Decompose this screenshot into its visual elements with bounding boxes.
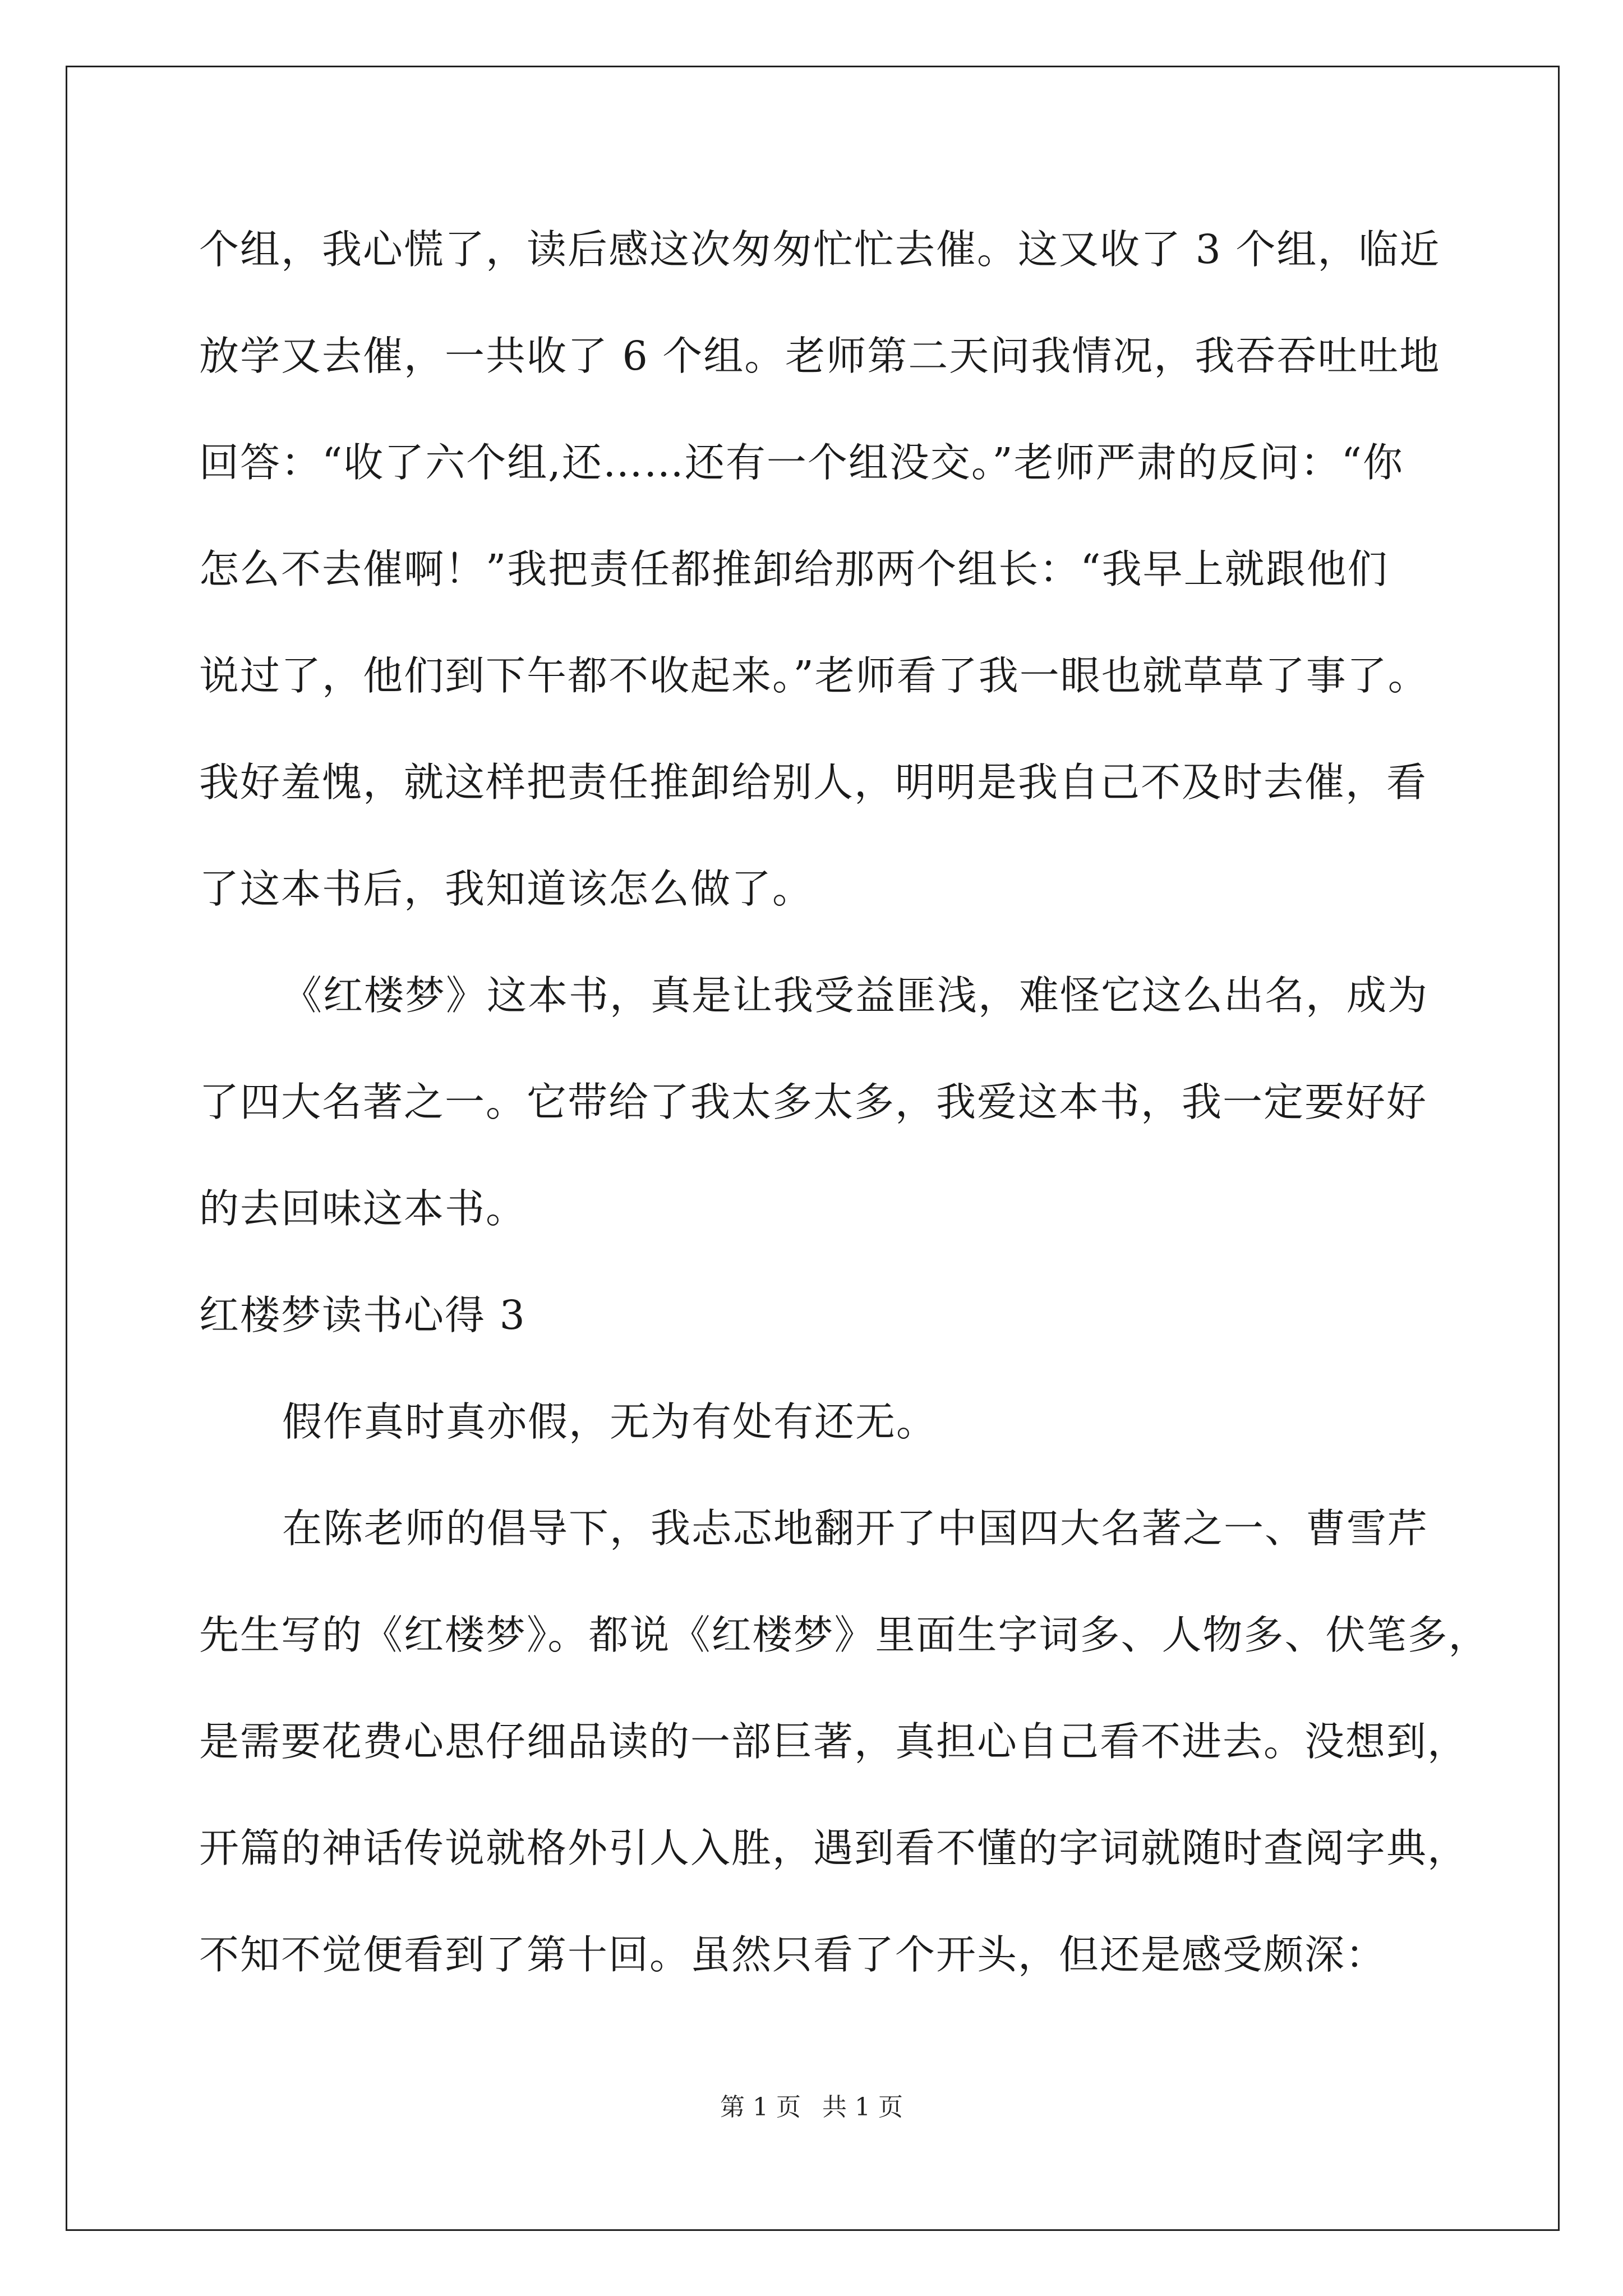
text-line: 说过了，他们到下午都不收起来。”老师看了我一眼也就草草了事了。 [199, 652, 1429, 699]
text-line: 我好羞愧，就这样把责任推卸给别人，明明是我自己不及时去催，看 [199, 759, 1428, 806]
text-line: 在陈老师的倡导下，我忐忑地翻开了中国四大名著之一、曹雪芹 [282, 1505, 1429, 1552]
text-line: 不知不觉便看到了第十回。虽然只看了个开头，但还是感受颇深： [199, 1931, 1387, 1978]
text-line: 回答：“收了六个组,还……还有一个组没交。”老师严肃的反问：“你 [199, 439, 1404, 486]
text-line: 《红楼梦》这本书，真是让我受益匪浅，难怪它这么出名，成为 [282, 972, 1429, 1019]
page-footer [0, 2087, 1623, 2123]
page-number: 第 1 页 [720, 2093, 801, 2122]
page-total: 共 1 页 [822, 2093, 903, 2122]
text-line: 怎么不去催啊！”我把责任都推卸给那两个组长：“我早上就跟他们 [199, 546, 1389, 592]
text-line: 开篇的神话传说就格外引人入胜，遇到看不懂的字词就随时查阅字典， [199, 1825, 1469, 1871]
page-border [66, 66, 1560, 2231]
text-line: 是需要花费心思仔细品读的一部巨著，真担心自己看不进去。没想到， [199, 1718, 1469, 1765]
text-line: 了四大名著之一。它带给了我太多太多，我爱这本书，我一定要好好 [199, 1079, 1428, 1125]
text-line: 先生写的《红楼梦》。都说《红楼梦》里面生字词多、人物多、伏笔多， [199, 1612, 1490, 1658]
text-line: 了这本书后，我知道该怎么做了。 [199, 866, 814, 912]
text-line: 假作真时真亦假，无为有处有还无。 [282, 1398, 938, 1445]
section-heading: 红楼梦读书心得 3 [199, 1292, 526, 1338]
text-line: 的去回味这本书。 [199, 1185, 527, 1232]
text-line: 个组，我心慌了，读后感这次匆匆忙忙去催。这又收了 3 个组，临近 [199, 226, 1441, 273]
text-line: 放学又去催，一共收了 6 个组。老师第二天问我情况，我吞吞吐吐地 [199, 333, 1441, 379]
